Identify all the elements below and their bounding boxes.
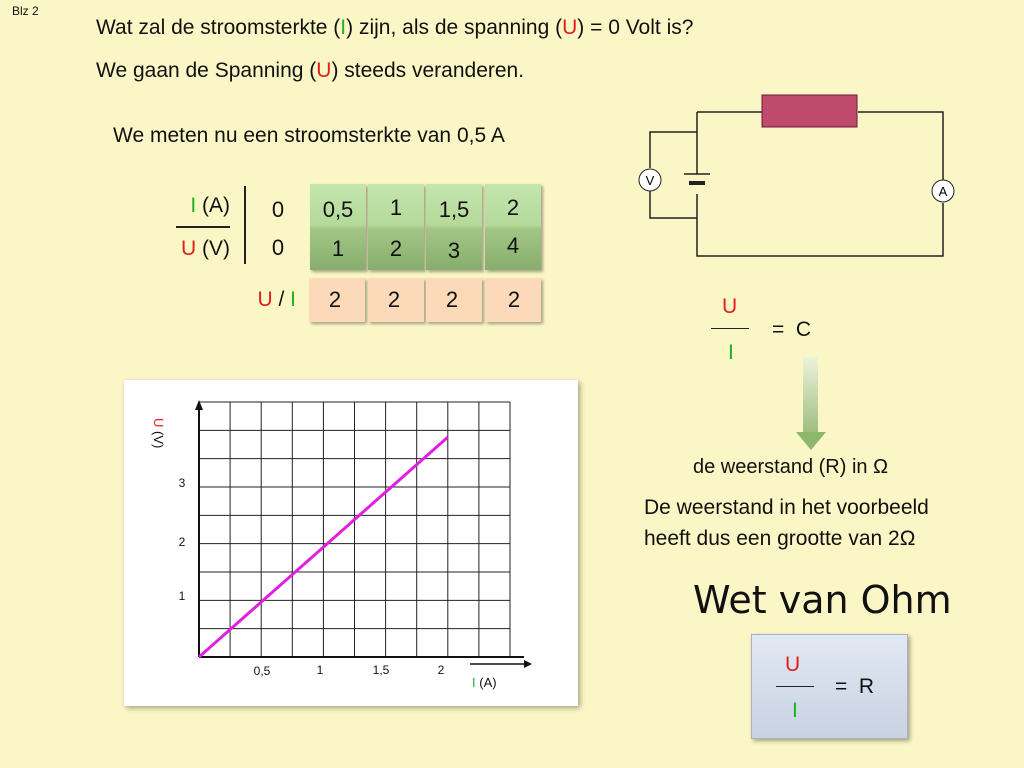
ratio-row-label: U / I (257, 288, 296, 311)
measurement-text: We meten nu een stroomsterkte van 0,5 A (113, 124, 505, 147)
table-rule (176, 226, 230, 228)
y-tick-label: 2 (178, 535, 186, 549)
law-title: Wet van Ohm (693, 578, 952, 622)
example-text-line2: heeft dus een grootte van 2Ω (644, 527, 916, 550)
formula-bar (776, 686, 814, 687)
y-tick-label: 3 (178, 476, 186, 490)
question-text: Wat zal de stroomsterkte (I) zijn, als de spanning (U) = 0 Volt is? (96, 16, 694, 39)
voltmeter-label: V (645, 173, 655, 188)
chart-grid (199, 402, 510, 657)
formula-numerator: U (785, 653, 801, 676)
x-axis-arrow-icon (524, 660, 532, 668)
current-value: 0,5 (322, 197, 354, 222)
current-value: 0 (271, 197, 285, 222)
fraction-numerator: U (722, 295, 738, 318)
table-divider (244, 186, 246, 264)
current-value: 1 (389, 195, 403, 220)
voltage-value: 1 (331, 236, 345, 261)
current-value: 2 (506, 195, 520, 220)
voltage-row-label: U (V) (181, 237, 230, 260)
circuit-diagram (630, 90, 960, 260)
fraction-denominator: I (728, 341, 734, 364)
chart-panel (124, 380, 578, 706)
ratio-value: 2 (445, 287, 459, 312)
x-axis-label: I (A) (472, 675, 497, 690)
y-tick-label: 1 (178, 589, 186, 603)
down-arrow-shaft (803, 357, 818, 433)
y-axis-label: U (V) (151, 418, 166, 449)
resistor (762, 95, 857, 127)
voltage-value: 0 (271, 235, 285, 260)
fraction-rhs: = C (772, 318, 812, 341)
battery-symbol (684, 174, 710, 183)
x-tick-label: 0,5 (253, 664, 271, 678)
voltage-value: 4 (506, 233, 520, 258)
x-tick-label: 1,5 (372, 663, 390, 677)
x-tick-label: 1 (316, 663, 324, 677)
resistance-text: de weerstand (R) in Ω (693, 456, 889, 478)
page-label: Blz 2 (12, 4, 39, 18)
ohm-formula-box (751, 634, 908, 739)
fraction-bar (711, 328, 749, 329)
voltage-value: 2 (389, 236, 403, 261)
down-arrow-icon (796, 432, 826, 450)
formula-denominator: I (792, 699, 798, 722)
ammeter-label: A (938, 184, 948, 199)
ratio-value: 2 (328, 287, 342, 312)
statement-text: We gaan de Spanning (U) steeds veranderen. (96, 59, 525, 82)
x-tick-label: 2 (437, 663, 445, 677)
u-i-chart (124, 380, 578, 706)
current-row-label: I (A) (190, 194, 230, 217)
voltage-value: 3 (447, 238, 461, 263)
current-value: 1,5 (438, 197, 470, 222)
ratio-value: 2 (387, 287, 401, 312)
chart-axes (195, 400, 532, 668)
ratio-value: 2 (507, 287, 521, 312)
example-text-line1: De weerstand in het voorbeeld (644, 496, 929, 519)
formula-rhs: = R (835, 675, 875, 698)
